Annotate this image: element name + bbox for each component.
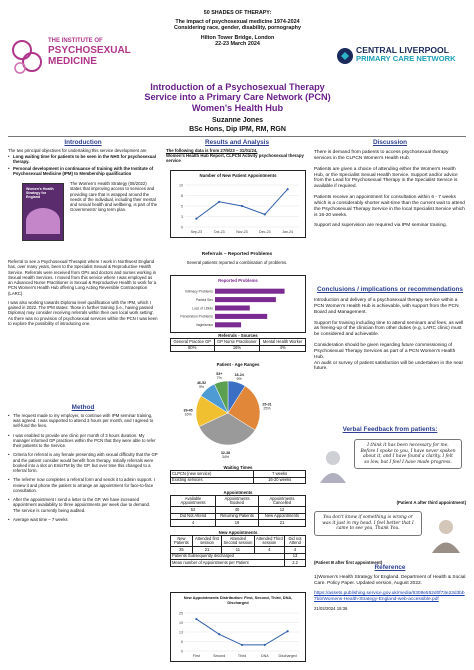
new-value: 4 — [254, 547, 284, 554]
pcn-logo-icon — [336, 47, 354, 65]
quote-row-2 — [314, 511, 466, 559]
header-divider — [8, 136, 466, 137]
strategy-cover-image — [22, 183, 64, 241]
chart3-title: Patient - Age Ranges — [216, 362, 260, 367]
patient-b-avatar — [430, 517, 462, 553]
author-credentials: BSc Hons, Dip IPM, RM, RGN — [189, 126, 286, 133]
patient-a-avatar — [318, 449, 348, 483]
chart3-data-label: 25% — [263, 406, 271, 411]
chart1-y-tick-label: 3 — [181, 214, 183, 219]
chart3-category-label: 18-24 — [234, 372, 244, 377]
appt-value: 19 — [216, 520, 259, 527]
conclusions-paragraph: Support for training including time to attend seminars and fees, as well as freeing-up of the clinician from other duties (e.g. LARC clinic) must be considered and achievable. — [314, 320, 464, 338]
sources-col-header: General Practice GP — [171, 339, 215, 346]
chart2-bar — [215, 305, 250, 310]
discussion-heading: Discussion — [372, 139, 408, 146]
chart1-x-tick-label: Dec-23 — [259, 230, 271, 234]
chart1-series-line — [196, 189, 287, 218]
conclusions-paragraph: Consideration should be given regarding future commissioning of Psychosexual Therapy Services as part of a PCN Women's Health Hub. — [314, 343, 456, 360]
introduction-section — [8, 139, 158, 326]
pcn-logo — [336, 44, 466, 80]
chart1-x-tick-label: Sep-23 — [190, 230, 203, 234]
chart4-x-tick-label: Discharged — [278, 654, 297, 658]
ipm-logo-line1: THE INSTITUTE OF — [48, 38, 103, 44]
conference-title: 50 SHADES OF THERAPY: — [203, 10, 272, 16]
discussion-section — [314, 139, 466, 229]
chart4-point — [264, 644, 266, 646]
chart2-bar — [215, 322, 241, 327]
poster-title: Introduction of a Psychosexual Therapy Service into a Primary Care Network (PCN) Women's Health Hub — [144, 82, 331, 113]
patient-b-quote: You don't know if something is wrong or was it just in my head. I feel better that I came to see you, Thank You. — [314, 511, 422, 536]
ipm-logo — [8, 30, 131, 90]
new-col-header: Did not Attend — [285, 536, 306, 547]
chart4-y-tick-label: 0 — [181, 649, 183, 654]
new-value: 25 — [171, 547, 193, 554]
chart4-svg — [171, 609, 305, 661]
chart1-y-tick-label: 0 — [181, 225, 183, 230]
chart4-point — [218, 633, 220, 635]
quote-row-1 — [314, 439, 466, 499]
chart1-svg — [171, 181, 305, 237]
mean-value: 2.2 — [285, 560, 306, 567]
results-hub-line: Women's Health Hub Report, CLPCN Activity psychosexual therapy service — [166, 153, 304, 164]
results-heading: Results and Analysis — [204, 139, 270, 146]
conference-header — [150, 10, 325, 47]
conference-subtitle1: The impact of psychosexual medicine 1974-2024 — [175, 19, 300, 26]
feedback-section — [314, 426, 466, 565]
chart4-x-tick-label: DNA — [261, 654, 269, 658]
conclusions-paragraph: Introduction and delivery of a psychosexual therapy service within a PCN Women's Health Hub is achievable, with support from the PCN Board and Management. — [314, 298, 459, 315]
appt-col-header: Did Not Attend — [171, 513, 216, 520]
chart3-category-label: 25-31 — [262, 402, 272, 407]
chart3-category-label: 46-52 — [196, 381, 207, 386]
introduction-bullet: • Personal development in continuance of training with the Institute of Psychosexual Medicine (IPM) to Membership qualification — [8, 166, 158, 176]
patient-a-quote: I think it has been necessary for me. Before I spoke to you, I have never spoken about it, and I have found a clarity. I felt so low, but I feel I have made progress. — [354, 439, 462, 469]
reference-section — [314, 564, 466, 612]
sources-col-header: GP Nurse Practitioner — [214, 339, 260, 346]
chart3-data-label: 9% — [236, 376, 242, 381]
chart4-point — [287, 630, 289, 632]
chart4-y-tick-label: 25 — [179, 611, 183, 616]
chart1-x-tick-label: Oct-23 — [213, 230, 225, 234]
results-section — [166, 139, 308, 164]
reference-link[interactable]: https://assets.publishing.service.gov.uk/media/6308e552d0f73e23d3bb7bb/Womens-Health-Strategy-England-web-accessible.pdf — [314, 590, 465, 602]
reference-heading: Reference — [374, 564, 406, 571]
method-section — [8, 404, 158, 523]
chart4-y-tick-label: 13 — [179, 630, 183, 635]
referral-sources-table — [170, 333, 306, 352]
chart1-point — [287, 188, 289, 190]
new-col-header: Attended Third session — [255, 535, 283, 545]
conclusions-section — [314, 286, 466, 372]
introduction-bullet: • Long waiting time for patients to be seen in the NHS for psychosexual therapy. — [8, 154, 158, 164]
mean-label: Mean number of Appointments per Patient — [171, 560, 285, 567]
ipm-logo-line2: PSYCHOSEXUAL — [48, 44, 131, 56]
sources-value: 80% — [171, 345, 215, 352]
appt-col-header: New Appointments — [258, 513, 305, 520]
chart2-title: Reported Problems — [218, 278, 258, 283]
chart4-x-tick-label: Third — [237, 654, 247, 658]
reference-text: 1)Women's Health Strategy for England. Department of Health & Social Care. Policy Paper. Updated version, August 2022. — [314, 575, 466, 586]
new-col-header: Attended first session — [192, 536, 221, 547]
reference-date: 21/02/2024 15:36 — [314, 606, 348, 612]
sources-value: 4% — [260, 345, 306, 352]
conclusions-heading: Conclusions / implications or recommendations — [317, 286, 463, 293]
chart1-point — [264, 213, 266, 215]
chart1-title: Number of New Patient Appointments — [199, 173, 277, 178]
chart1-x-tick-label: Jan-24 — [282, 230, 294, 234]
chart1-point — [241, 205, 243, 207]
new-appointments-table — [170, 530, 306, 567]
method-bullets — [8, 413, 158, 522]
conclusions-paragraph: An audit or survey of patient satisfaction will be undertaken in the near future. — [314, 360, 464, 372]
chart3-category-label: 32-38 — [220, 451, 231, 456]
sources-heading: Referrals - Sources — [218, 333, 258, 338]
referrals-reported-section — [166, 252, 308, 265]
appointments-heading: Appointments — [223, 490, 253, 495]
chart4-point — [195, 618, 197, 620]
person-silhouette-icon — [318, 449, 348, 483]
new-col-header: Attended Second session — [223, 535, 253, 545]
sources-col-header: Mental Health Worker — [260, 339, 306, 346]
appointments-table — [170, 490, 306, 527]
waiting-label: CLPCN (new service) — [171, 471, 254, 478]
chart3-data-label: 16% — [184, 412, 192, 417]
chart3-category-label: 39-45 — [183, 408, 193, 413]
introduction-heading: Introduction — [64, 139, 102, 146]
method-bullet: • The request made to my employer, to continue with IPM seminar training, was agreed. I was supported to attend 3 hours per month, and I agreed to self-fund the fees. — [8, 413, 158, 429]
feedback-heading: Verbal Feedback from patients: — [342, 426, 438, 433]
chart2-category-label: Painful Sex — [195, 297, 213, 302]
patient-b-attribution: (Patient B after first appointment) — [314, 560, 383, 566]
new-patient-appointments-chart — [170, 170, 306, 238]
chart4-x-tick-label: Second — [213, 654, 226, 658]
method-bullet: • I was enabled to provide one clinic per month of 3 hours duration. My manager informed GP practices within the PCN that they were able to refer their patients to the Service. — [8, 433, 158, 449]
method-bullet: • Average wait time – 7 weeks — [8, 517, 158, 522]
method-bullet: • The referrer now completes a referral form and sends it to admin support. I review it and phone the patient to arrange an appointment for face-to-face consultation. — [8, 477, 158, 493]
chart3-category-label: 53+ — [216, 372, 223, 377]
referrals-reported-note: Several patients reported a combination of problems. — [186, 259, 288, 265]
diploma-text: I was also working towards Diploma level qualification with the IPM, which I gained in 2022. The IPM states: 'those in further training (i.e., having passed Diploma) may consider receiving referrals within their own local work setting'. As there was no provision of psychosexual services within the PCN I was keen to explore the possibility of introducing one. — [8, 299, 158, 326]
patient-a-attribution: (Patient A after third appointment) — [396, 500, 466, 505]
appt-col-header: Returning Patients — [216, 513, 259, 520]
chart2-category-label: Loss of Libido — [192, 306, 213, 311]
introduction-lead: The two principal objectives for undertaking this service development are — [8, 148, 147, 153]
chart1-y-tick-label: 5 — [181, 204, 183, 209]
new-value: 11 — [222, 547, 254, 554]
discussion-paragraph: There is demand from patients to access psychosexual therapy services in the CLPCN Women's Health Hub. — [314, 150, 449, 161]
discussion-paragraph: Patients receive an appointment for consultation within 6 - 7 weeks which is a considerably shorter wait-time than the current wait to attend the Psychosexual Therapy Service in the local Specialist Service which is 16-20 weeks. — [314, 195, 465, 218]
strategy-text: The Women's Health Strategy (08/2022) states that improving access to services and providing care that is wrapped around the needs of the individual, including their mental and sexual health and wellbeing, is part of the Governments' long term plan. — [70, 181, 158, 213]
chart4-y-tick-label: 6 — [181, 639, 183, 644]
subsequent-value: 13 — [285, 553, 306, 560]
chart1-y-tick-label: 8 — [181, 193, 183, 198]
discussion-paragraph: Support and supervision are required via IPM seminar training. — [314, 223, 448, 229]
waiting-times-table — [170, 465, 306, 484]
subsequent-label: Patients Subsequently discharged — [171, 553, 285, 560]
introduction-bullets — [8, 154, 158, 176]
new-col-header: New Patients — [171, 536, 193, 547]
new-appointments-heading: New Appointments — [218, 530, 258, 535]
new-value: 21 — [192, 547, 221, 554]
waiting-value: 16-20 weeks — [254, 477, 306, 484]
chart2-svg — [171, 285, 305, 331]
ipm-logo-line3: MEDICINE — [48, 55, 97, 67]
waiting-label: Existing services — [171, 477, 254, 484]
method-bullet: • Criteria for referral is any female presenting with sexual difficulty that the GP and the patient consider would benefit from therapy. Initially referrals were booked into a slot on EmisTM by the GP, but over time this changed to a referral form. — [8, 452, 158, 473]
strategy-cover-title: Women's Health Strategy for England — [26, 187, 54, 200]
chart1-point — [195, 218, 197, 220]
chart4-y-tick-label: 19 — [179, 620, 183, 625]
appt-value: 4 — [171, 520, 216, 527]
method-heading: Method — [71, 404, 95, 411]
chart1-x-tick-label: Nov-23 — [236, 230, 248, 234]
author-name: Suzanne Jones — [212, 117, 263, 124]
method-bullet: • After the appointment I send a letter to the GP. We have increased appointment availability to three appointments per week due to demand. The service is currently being audited. — [8, 497, 158, 513]
conference-venue: Hilton Tower Bridge, London — [200, 34, 275, 41]
chart2-category-label: Vaginismus — [195, 323, 213, 328]
chart3-data-label: 9% — [198, 385, 205, 390]
chart2-bar — [215, 289, 285, 294]
chart3-svg — [170, 369, 306, 460]
age-ranges-chart — [170, 362, 306, 458]
appt-value: 52 — [171, 507, 216, 514]
reported-problems-chart — [170, 275, 306, 333]
pcn-logo-line1: CENTRAL LIVERPOOL — [356, 45, 449, 55]
sources-value: 16% — [214, 345, 260, 352]
conference-subtitle2: Considering race, gender, disability, pornography — [174, 25, 301, 32]
conference-dates: 22-23 March 2024 — [215, 40, 260, 47]
chart1-point — [218, 201, 220, 203]
ipm-logo-emblem-icon — [8, 34, 48, 80]
chart2-category-label: Penetration Problems — [180, 314, 213, 319]
appt-value: 40 — [216, 507, 259, 514]
waiting-value: 7 weeks — [254, 471, 306, 478]
chart2-category-label: Intimacy Problems — [185, 289, 213, 294]
chart4-x-tick-label: First — [192, 654, 200, 658]
person-silhouette-icon — [430, 517, 462, 553]
chart1-y-tick-label: 10 — [179, 183, 183, 188]
referrals-reported-heading: Referrals – Reported Problems — [201, 252, 273, 257]
new-value: 4 — [285, 547, 306, 554]
results-date-line: The following data is from 27/9/23 – 31/01/24, — [166, 148, 258, 153]
chart2-bar — [215, 297, 276, 302]
discussion-paragraph: Patients are given a choice of attending either the Women's Health Hub, or the Specialist Sexual Health Service. Support and/or advice from the Lead for Psychosexual Therapy in the Specialist Service is available if required. — [314, 166, 458, 190]
chart2-bar — [215, 314, 267, 319]
chart3-data-label: 7% — [216, 376, 222, 381]
chart3-data-label: 34% — [221, 455, 230, 460]
chart4-point — [241, 644, 243, 646]
chart4-title: New Appointments Distribution: First, Second, Third, DNA, Discharged — [183, 595, 293, 605]
new-appointments-distribution-chart — [170, 592, 306, 662]
appt-value: 21 — [258, 520, 305, 527]
appt-col-header: Available Appointments — [171, 496, 216, 507]
referral-text: Referral to see a Psychosexual Therapist where I work in Northwest England has, over many years, been to the Specialist Sexual & Reproductive Health Service. Referrals were received from GPs and doctors and nurses working in Sexual Health Services. I moved from this service where I was employed as an Advanced Nurse Practitioner in Sexual & Reproductive Health to work for a PCN Women's Health Hub offering Long Acting Reversible Contraception (LARC). — [8, 259, 157, 296]
appt-col-header: Appointments Booked — [216, 496, 259, 507]
pcn-logo-line2: PRIMARY CARE NETWORK — [356, 54, 456, 64]
appt-value: 12 — [258, 507, 305, 514]
waiting-heading: Waiting Times — [223, 465, 253, 470]
appt-col-header: Appointments Cancelled — [258, 496, 305, 507]
